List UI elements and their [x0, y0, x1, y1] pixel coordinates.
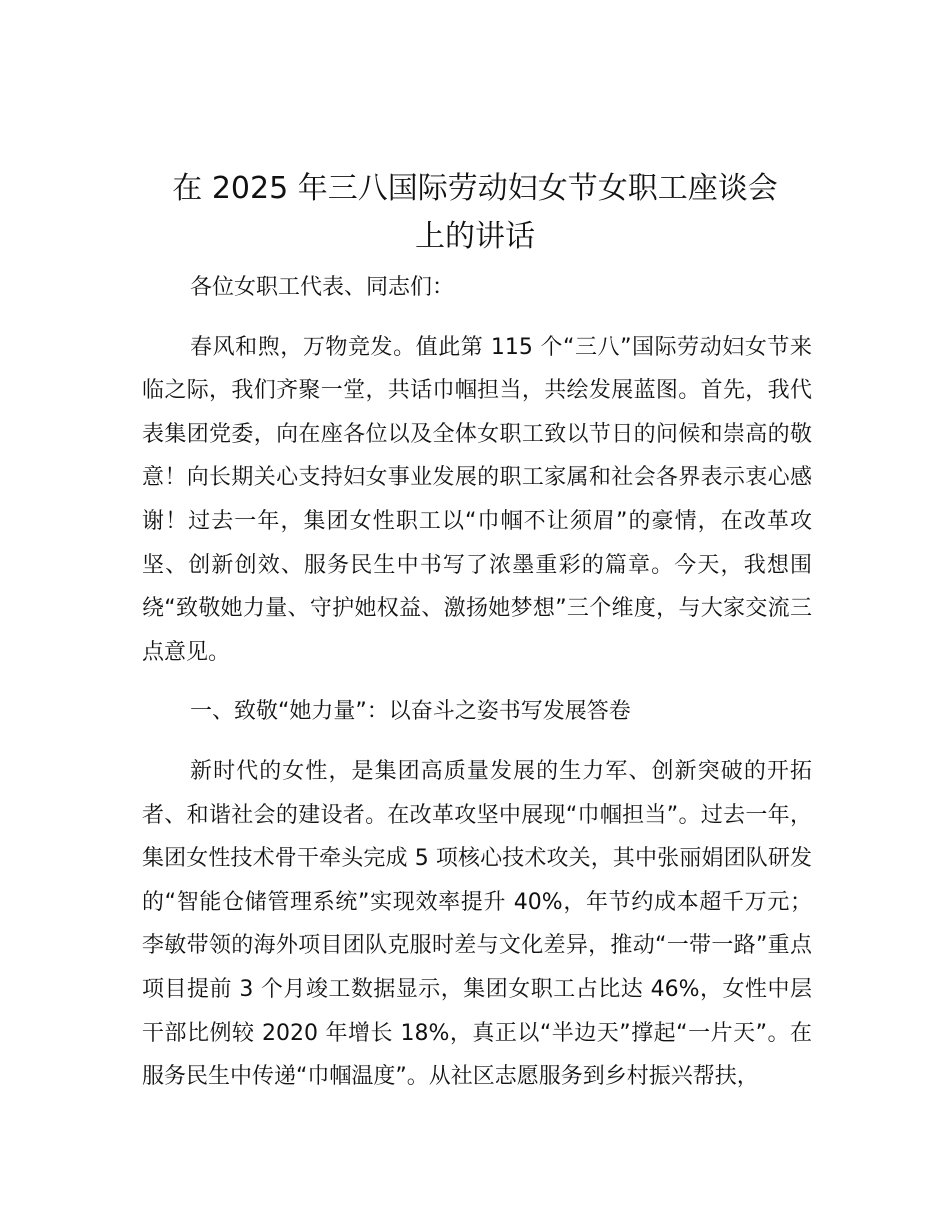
- document-body: [142, 266, 812, 1115]
- title-line-2: 上的讲话: [415, 219, 535, 254]
- section-heading-1: 一、致敬“她力量”：以奋斗之姿书写发展答卷: [190, 699, 631, 725]
- paragraph-section-1: 新时代的女性，是集团高质量发展的生力军、创新突破的开拓者、和谐社会的建设者。在改革攻坚中展现“巾帼担当”。过去一年，集团女性技术骨干牵头完成 5 项核心技术攻关，其中张丽娟团队研发的“智能仓储管理系统”实现效率提升 40%，年节约成本超千万元；李敏带领的海外项目团队克服时差与文化差异，推动“一带一路”重点项目提前 3 个月竣工数据显示，集团女职工占比达 46%，女性中层干部比例较 2020 年增长 18%，真正以“半边天”撑起“一片天”。在服务民生中传递“巾帼温度”。从社区志愿服务到乡村振兴帮扶，: [142, 758, 812, 1090]
- title-line-1: 在 2025 年三八国际劳动妇女节女职工座谈会: [172, 171, 778, 206]
- document-title: [120, 165, 830, 261]
- salutation: 各位女职工代表、同志们：: [190, 275, 455, 300]
- paragraph-opening: 春风和煦，万物竞发。值此第 115 个“三八”国际劳动妇女节来临之际，我们齐聚一堂，共话巾帼担当，共绘发展蓝图。首先，我代表集团党委，向在座各位以及全体女职工致以节日的问候和崇高的敬意！向长期关心支持妇女事业发展的职工家属和社会各界表示衷心感谢！过去一年，集团女性职工以“巾帼不让须眉”的豪情，在改革攻坚、创新创效、服务民生中书写了浓墨重彩的篇章。今天，我想围绕“致敬她力量、守护她权益、激扬她梦想”三个维度，与大家交流三点意见。: [142, 334, 812, 665]
